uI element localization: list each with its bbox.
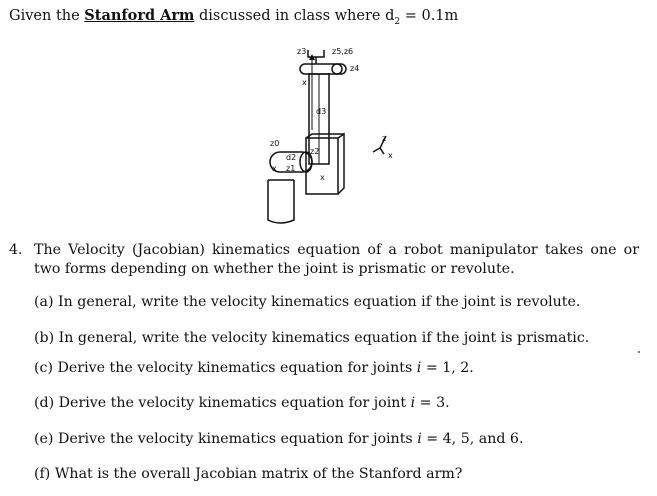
question-4 (9, 241, 639, 279)
intro-middle: discussed in class where d (198, 8, 395, 24)
part-a: (a) In general, write the velocity kinematics equation if the joint is revolute. (34, 294, 581, 310)
intro-subscript: 2 (394, 16, 401, 27)
intro-suffix: = 0.1m (400, 8, 459, 24)
intro-line (9, 7, 458, 27)
label-x-mid: x (320, 173, 325, 182)
part-c: (c) Derive the velocity kinematics equation for joints i = 1, 2. (34, 360, 474, 376)
part-b: (b) In general, write the velocity kinematics equation if the joint is prismatic. (34, 330, 590, 346)
stanford-arm-figure (240, 30, 410, 230)
question-number: 4. (9, 242, 23, 258)
label-z2: z2 (310, 147, 320, 156)
label-z-ref: z (382, 134, 387, 143)
label-z0: z0 (270, 139, 280, 148)
stanford-arm-term: Stanford Arm (84, 7, 195, 24)
label-z4: z4 (350, 64, 360, 73)
stray-dot (638, 351, 640, 353)
label-x-ref: x (388, 151, 393, 160)
label-d3: d3 (316, 107, 327, 116)
gripper (308, 50, 324, 57)
label-x-top: x (302, 78, 307, 87)
part-e: (e) Derive the velocity kinematics equation for joints i = 4, 5, and 6. (34, 431, 524, 447)
label-z56: z5,z6 (332, 47, 354, 56)
intro-prefix: Given the (9, 8, 80, 24)
part-d: (d) Derive the velocity kinematics equation for joint i = 3. (34, 395, 450, 411)
question-text: The Velocity (Jacobian) kinematics equation of a robot manipulator takes one or two forms depending on whether the joint is prismatic or revolute. (34, 242, 639, 277)
wrist-link (300, 64, 346, 74)
part-f: (f) What is the overall Jacobian matrix of the Stanford arm? (34, 466, 463, 482)
label-d2: d2 (286, 153, 297, 162)
label-z3: z3 (297, 47, 307, 56)
base-pillar (268, 180, 294, 223)
label-x-base: x (272, 164, 277, 173)
wrist-joint (332, 64, 342, 74)
label-z1: z1 (286, 164, 296, 173)
